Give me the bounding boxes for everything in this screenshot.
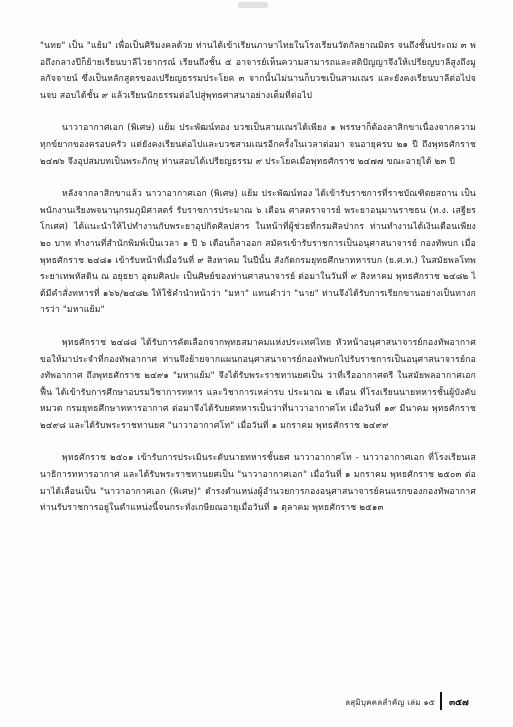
page-footer	[0, 691, 513, 715]
footer-divider	[440, 692, 442, 710]
paragraph: พุทธศักราช ๒๔๘๘ ได้รับการคัดเลือกจากพุทธสมาคมแห่งประเทศไทย หัวหน้าอนุศาสนาจารย์กองทัพอากาศ ขอให้มาประจำที่กองทัพอากาศ ท่านจึงย้ายจากแผนกอนุศาสนาจารย์กองทัพบกไปรับราชการเป็นอนุศาสนาจารย์กองทัพอากาศ ถึงพุทธศักราช ๒๔๙๑ "มหาแย้ม" จึงได้รับพระราชทานยศเป็น ว่าที่เรืออากาศตรี ในสมัยพลอากาศเอกฟื้น ได้เข้ารับการศึกษาอบรมวิชาการทหาร และวิชาการเหล่ารบ ประมาณ ๒ เดือน ที่โรงเรียนนายทหารชั้นผู้บังคับหมวด กรมยุทธศึกษาทหารอากาศ ต่อมาจึงได้รับยศทหารเป็นว่าที่นาวาอากาศโท เมื่อวันที่ ๑๙ มีนาคม พุทธศักราช ๒๔๙๘ และได้รับพระราชทานยศ "นาวาอากาศโท" เมื่อวันที่ ๑ มกราคม พุทธศักราช ๒๔๙๙	[40, 337, 476, 431]
paragraph: นาวาอากาศเอก (พิเศษ) แย้ม ประพัฒน์ทอง บวชเป็นสามเณรได้เพียง ๑ พรรษาก็ต้องลาสิกขาเนื่องจากความทุกข์ยากของครอบครัว แต่ยังคงเรียนต่อไปและบวชสามเณรอีกครั้งในเวลาต่อมา จนอายุครบ ๒๑ ปี ถึงพุทธศักราช ๒๔๗๖ จึงอุปสมบทเป็นพระภิกษุ ท่านสอบได้เปรียญธรรม ๙ ประโยคเมื่อพุทธศักราช ๒๔๗๗ ขณะอายุได้ ๒๓ ปี	[40, 123, 476, 167]
document-body	[40, 38, 476, 533]
paragraph: หลังจากลาสิกขาแล้ว นาวาอากาศเอก (พิเศษ) แย้ม ประพัฒน์ทอง ได้เข้ารับราชการที่ราชบัณฑิตยสถาน เป็นพนักงานเรียงพจนานุกรมภูมิศาสตร์ รับราชการประมาณ ๖ เดือน ศาสตราจารย์ พระยาอนุมานราชธน (ท.ง. เสฐียรโกเศศ) ได้แนะนำให้ไปทำงานกับพระยาอุปกิตศิลปสาร ในหน้าที่ผู้ช่วยที่กรมศิลปากร ท่านทำงานได้เงินเดือนเพียง ๒๐ บาท ทำงานที่สำนักพิมพ์เป็นเวลา ๑ ปี ๖ เดือนก็ลาออก สมัครเข้ารับราชการเป็นอนุศาสนาจารย์ กองทัพบก เมื่อพุทธศักราช ๒๔๘๑ เข้ารับหน้าที่เมื่อวันที่ ๙ สิงหาคม ในปีนั้น สังกัดกรมยุทธศึกษาทหารบก (ย.ศ.ท.) ในสมัยพลโทพระยาเทพหัสดิน ณ อยุธยา อุดมศิลปะ เป็นศิษย์ของท่านศาสนาจารย์ ต่อมาในวันที่ ๙ สิงหาคม พุทธศักราช ๒๔๘๒ ได้มีคำสั่งทหารที่ ๑๖๖/๒๔๘๒ ให้ใช้คำนำหน้าว่า "มหา" แทนคำว่า "นาย" ท่านจึงได้รับการเรียกขานอย่างเป็นทางการว่า "มหาแย้ม"	[40, 189, 476, 316]
page-header-mark	[238, 2, 268, 8]
paragraph: "นทย" เป็น "แย้ม" เพื่อเป็นศิริมงคลด้วย ท่านได้เข้าเรียนภาษาไทยในโรงเรียนวัดกัลยาณมิตร จนถึงชั้นประถม ๓ พอถึงกลางปีก็ย้ายเรียนบาลีไวยากรณ์ เรียนถึงชั้น ๕ อาจารย์เห็นความสามารถและสติปัญญาจึงให้เปรียญบาลีสูงถึงมูลกัจจายน์ ซึ่งเป็นหลักสูตรของเปรียญธรรมประโยค ๓ จากนั้นไม่นานก็บวชเป็นสามเณร และยังคงเรียนบาลีต่อไปจนจบ สอบได้ชั้น ๙ แล้วเรียนนักธรรมต่อไปสู่พุทธศาสนาอย่างเต็มที่ต่อไป	[40, 41, 476, 101]
page-number: ๓๕๗	[449, 698, 469, 708]
paragraph: พุทธศักราช ๒๕๐๑ เข้ารับการประเมินระดับนายทหารชั้นยศ นาวาอากาศโท - นาวาอากาศเอก ที่โรงเรียนเสนาธิการทหารอากาศ และได้รับพระราชทานยศเป็น "นาวาอากาศเอก" เมื่อวันที่ ๑ มกราคม พุทธศักราช ๒๕๐๓ ต่อมาได้เลื่อนเป็น "นาวาอากาศเอก (พิเศษ)" ดำรงตำแหน่งผู้อำนวยการกองอนุศาสนาจารย์คนแรกของกองทัพอากาศ ท่านรับราชการอยู่ในตำแหน่งนี้จนกระทั่งเกษียณอายุเมื่อวันที่ ๑ ตุลาคม พุทธศักราช ๒๕๑๓	[40, 453, 476, 514]
footer-book-title: ลสุมิบุคคลสำคัญ เล่ม ๑๕	[345, 698, 435, 707]
